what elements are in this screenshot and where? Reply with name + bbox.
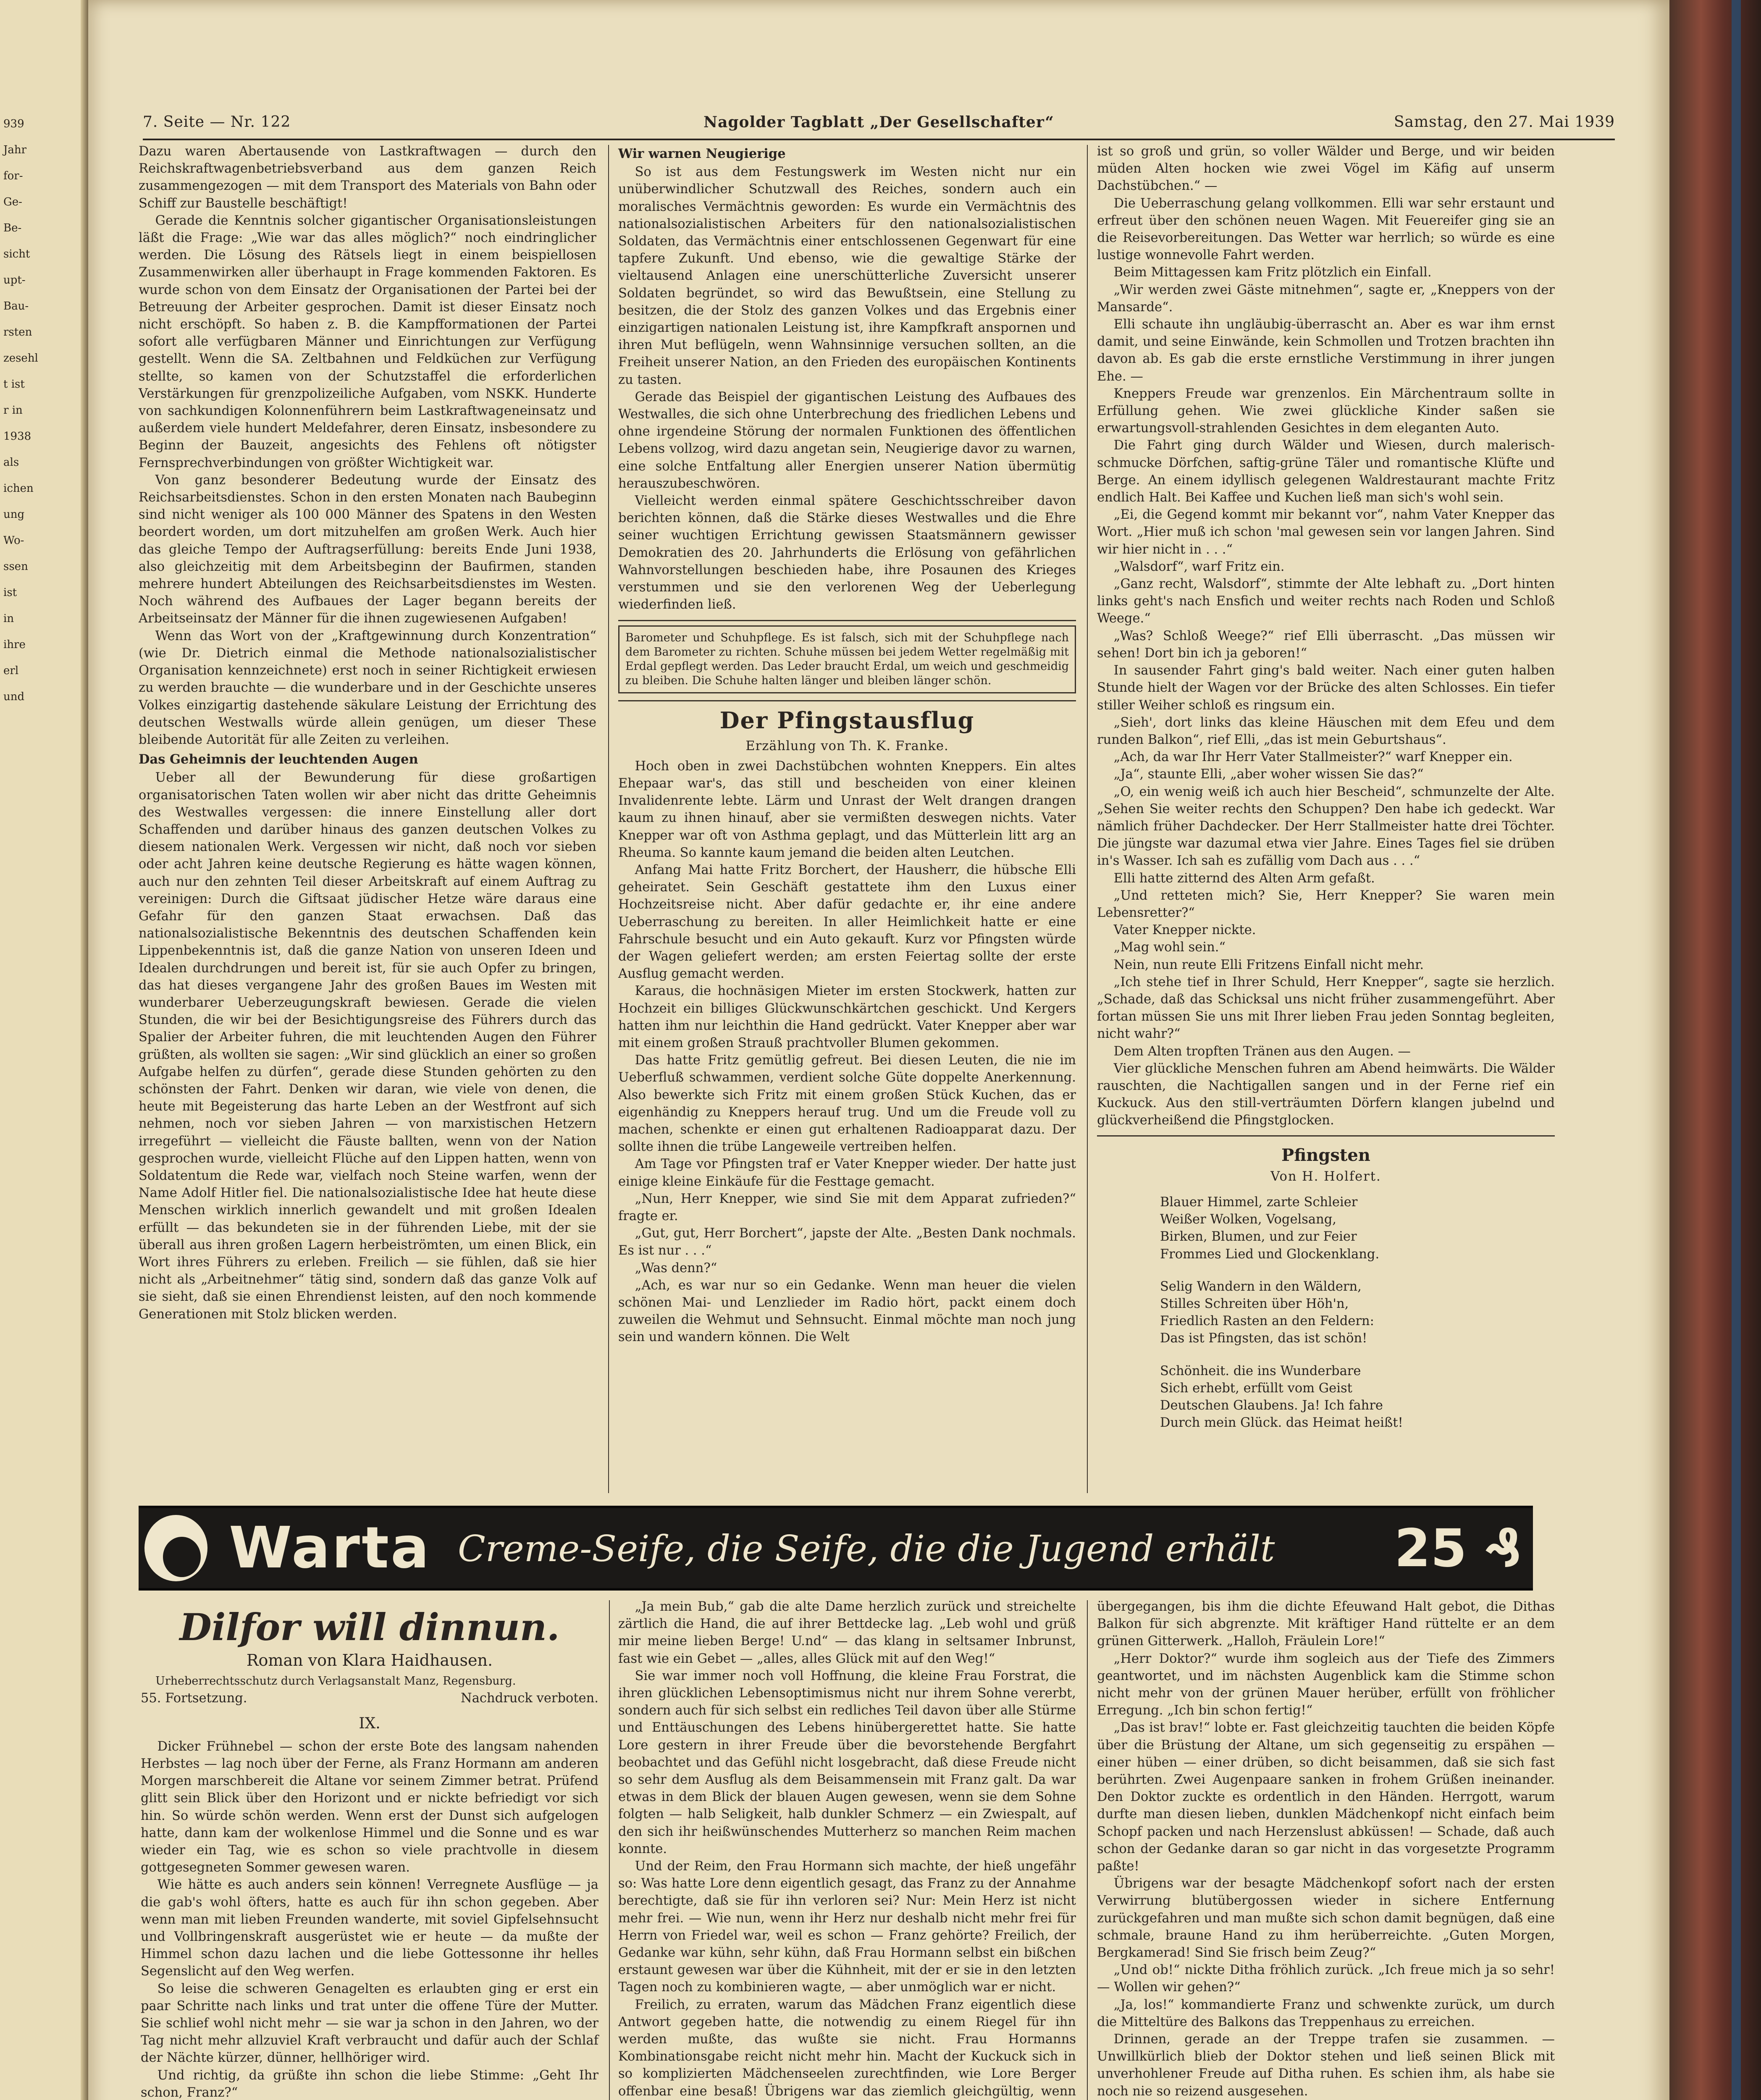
sliver-text: Bau- bbox=[3, 300, 29, 312]
book-cover-right bbox=[1669, 0, 1761, 2100]
divider bbox=[618, 700, 1076, 701]
column-1 bbox=[139, 143, 596, 1323]
sliver-text: Ge- bbox=[3, 196, 22, 208]
novel-column-2 bbox=[618, 1598, 1076, 2100]
poem-line: Selig Wandern in den Wäldern, bbox=[1160, 1279, 1362, 1294]
paragraph: „Wir werden zwei Gäste mitnehmen“, sagte er, „Kneppers von der Mansarde“. bbox=[1097, 282, 1555, 315]
paragraph: „Nun, Herr Knepper, wie sind Sie mit dem Apparat zufrieden?“ fragte er. bbox=[618, 1191, 1076, 1223]
sliver-text: als bbox=[3, 456, 19, 469]
ad-price: 25 ₰ bbox=[1394, 1518, 1521, 1579]
divider bbox=[1097, 1135, 1555, 1137]
woman-portrait-icon bbox=[144, 1515, 207, 1581]
sliver-text: t ist bbox=[3, 378, 25, 391]
paragraph: übergegangen, bis ihm die dichte Efeuwand Halt gebot, die Dithas Balkon für sich abgrenzte. Mit kräftiger Hand rüttelte er an dem grünen Gitterwerk. „Halloh, Fräulein Lore!“ bbox=[1097, 1599, 1555, 1649]
page-number: 7. Seite — Nr. 122 bbox=[143, 113, 291, 131]
paragraph: Vielleicht werden einmal spätere Geschichtsschreiber davon berichten können, daß die Stärke dieses Westwalles und die Ehre seiner wuchtigen Errichtung gewissen Staatsmännern gewisser Demokratien des 20. Jahrhunderts die Erlösung von gefährlichen Wahnvorstellungen beschieden habe, ihre Posaunen des Krieges verstummen und sie den verlorenen Weg der Ueberlegung wiederfinden ließ. bbox=[618, 494, 1076, 612]
paragraph: Sie war immer noch voll Hoffnung, die kleine Frau Forstrat, die ihren glücklichen Lebensoptimismus nicht nur ihrem Sohne vererbt, sondern auch für sich selbst ein redliches Teil davon über alle Stürme und Enttäuschungen des Lebens hinübergerettet hatte. Sie hatte Lore gestern in ihrer Freude über die bevorstehende Bergfahrt beobachtet und das Gefühl nicht losgebracht, daß diese Freude nicht so sehr dem Ausflug als dem Beisammensein mit Franz galt. Da war etwas in dem Blick der blauen Augen gewesen, wenn sie dem Sohne folgten — halb Seligkeit, halb dunkler Schmerz — ein Zwiespalt, auf den sich ihr heißwünschendes Mutterherz so manchen Reim machen konnte. bbox=[618, 1668, 1076, 1856]
paragraph: So ist aus dem Festungswerk im Westen nicht nur ein unüberwindlicher Schutzwall des Reiches, sondern auch ein moralisches Vermächtnis geworden: Es wurde ein Vermächtnis des nationalsozialistischen Arbeiters für den nationalsozialistischen Soldaten, das Vermächtnis einer entschlossenen Gegenwart für eine tapfere Zukunft. Und ebenso, wie die gewaltige Stärke der vieltausend Anlagen eine unerschütterliche Zuversicht unserer Soldaten begründet, so wird das Bewußtsein, eine Stellung zu besitzen, die der Stolz des ganzen Volkes und das Ergebnis einer einzigartigen nationalen Leistung ist, ihre Kampfkraft anspornen und ihren Mut beflügeln, wenn Wahnsinnige versuchen sollten, an die Freiheit unserer Nation, an den Frieden des europäischen Kontinents zu tasten. bbox=[618, 165, 1076, 387]
paragraph: „Ach, es war nur so ein Gedanke. Wenn man heuer die vielen schönen Mai- und Lenzlieder im Radio hört, packt einem doch zuweilen die Wehmut und Sehnsucht. Einmal möchte man noch jung sein und wandern können. Die Welt bbox=[618, 1278, 1076, 1345]
subheading: Das Geheimnis der leuchtenden Augen bbox=[139, 752, 418, 767]
paragraph: „Was? Schloß Weege?“ rief Elli überrascht. „Das müssen wir sehen! Dort bin ich ja geboren!“ bbox=[1097, 628, 1555, 661]
paragraph: „Sieh', dort links das kleine Häuschen mit dem Efeu und dem runden Balkon“, rief Elli, „das ist mein Geburtshaus“. bbox=[1097, 715, 1555, 747]
column-divider bbox=[608, 145, 609, 1493]
poem-title: Pfingsten bbox=[1281, 1145, 1370, 1165]
novel-title: Dilfor will dinnun. bbox=[179, 1605, 560, 1649]
paragraph: Karaus, die hochnäsigen Mieter im ersten Stockwerk, hatten zur Hochzeit ein billiges Glückwunschkärtchen geschickt. Und Kergers hatten ihm nur leichthin die Hand gedrückt. Vater Knepper aber war mit einem großen Strauß prachtvoller Blumen gekommen. bbox=[618, 984, 1076, 1050]
paragraph: „Ich stehe tief in Ihrer Schuld, Herr Knepper“, sagte sie herzlich. „Schade, daß das Schicksal uns nicht früher zusammengeführt. Aber fortan müssen Sie uns mit Ihrer lieben Frau jeden Sonntag begleiten, nicht wahr?“ bbox=[1097, 974, 1555, 1042]
paragraph: ist so groß und grün, so voller Wälder und Berge, und wir beiden müden Alten hocken wie zwei Vögel im Käfig auf unserm Dachstübchen.“ — bbox=[1097, 144, 1555, 194]
poem-line: Frommes Lied und Glockenklang. bbox=[1160, 1247, 1380, 1262]
poem-line: Birken, Blumen, und zur Feier bbox=[1160, 1229, 1357, 1244]
paragraph: Freilich, zu erraten, warum das Mädchen Franz eigentlich diese Antwort gegeben hatte, die notwendig zu einem Riegel für ihn werden mußte, das wußte sie nicht. Frau Hormanns Kombinationsgabe reicht nicht mehr hin. Macht der Kuckuck sich in so komplizierten Mädchenseelen zurechtfinden, wie Lore Berger offenbar eine besaß! Übrigens war das ziemlich gleichgültig, wenn bbox=[618, 1997, 1076, 2099]
paragraph: Nein, nun reute Elli Fritzens Einfall nicht mehr. bbox=[1113, 957, 1424, 972]
sliver-text: rsten bbox=[3, 326, 32, 339]
paragraph: „Ja mein Bub,“ gab die alte Dame herzlich zurück und streichelte zärtlich die Hand, die auf ihrer Bettdecke lag. „Leb wohl und grüß mir meine lieben Berge! U.nd“ — das klang in seltsamer Inbrunst, fast wie ein Gebet — „alles, alles Glück mit auf den Weg!“ bbox=[618, 1599, 1076, 1666]
notice-box bbox=[618, 625, 1076, 693]
column-3 bbox=[1097, 143, 1555, 1446]
paragraph: Und richtig, da grüßte ihn schon die liebe Stimme: „Geht Ihr schon, Franz?“ bbox=[141, 2068, 598, 2100]
paragraph: Kneppers Freude war grenzenlos. Ein Märchentraum sollte in Erfüllung gehen. Wie zwei glückliche Kinder saßen sie erwartungsvoll-strahlenden Gesichtes in dem eleganten Auto. bbox=[1097, 386, 1555, 436]
warta-soap-advertisement bbox=[139, 1506, 1533, 1591]
paragraph: Vier glückliche Menschen fuhren am Abend heimwärts. Die Wälder rauschten, die Nachtigallen sangen und in der Ferne rief ein Kuckuck. Aus den still-verträumten Dörfern klangen jubelnd und glückverheißend die Pfingstglocken. bbox=[1097, 1061, 1555, 1128]
sliver-text: erl bbox=[3, 664, 19, 677]
column-2 bbox=[618, 143, 1076, 1346]
paragraph: Die Ueberraschung gelang vollkommen. Elli war sehr erstaunt und erfreut über den schönen neuen Wagen. Mit Feuereifer ging sie an die Reisevorbereitungen. Das Wetter war herrlich; so würde es eine lustige wonnevolle Fahrt werden. bbox=[1097, 196, 1555, 263]
sliver-text: ung bbox=[3, 508, 25, 521]
paragraph: „Und ob!“ nickte Ditha fröhlich zurück. „Ich freue mich ja so sehr! — Wollen wir gehen?“ bbox=[1097, 1963, 1555, 1995]
sliver-text: ist bbox=[3, 586, 17, 599]
paragraph: „Ach, da war Ihr Herr Vater Stallmeister?“ warf Knepper ein. bbox=[1113, 750, 1513, 765]
poem-line: Durch mein Glück. das Heimat heißt! bbox=[1160, 1415, 1403, 1431]
paragraph: Wenn das Wort von der „Kraftgewinnung durch Konzentration“ (wie Dr. Dietrich einmal die Methode nationalsozialistischer Organisation kennzeichnete) erst noch in seiner Richtigkeit erwiesen zu werden brauchte — die wunderbare und in der Geschichte unseres Volkes einzigartig dastehende säkulare Leistung der Errichtung des deutschen Westwalls würde allein genügen, um dieser These bleibende Autorität für alle Zeiten zu verleihen. bbox=[139, 628, 596, 747]
ad-slogan: Creme-Seife, die Seife, die die Jugend erhält bbox=[458, 1528, 1275, 1570]
paragraph: Und der Reim, den Frau Hormann sich machte, der hieß ungefähr so: Was hatte Lore denn eigentlich gesagt, das Franz zu der Annahme berechtigte, daß sie für ihn verloren sei? Nur: Mein Herz ist nicht mehr frei. — Wie nun, wenn ihr Herz nur deshalb nicht mehr frei für Herrn von Friedel war, weil es schon — Franz gehörte? Freilich, der Gedanke war kühn, sehr kühn, daß Frau Hormann selbst ein bißchen erstaunt gewesen war über die Kühnheit, mit der er sie in den letzten Tagen noch zu kombinieren wagte, — aber unmöglich war er nicht. bbox=[618, 1859, 1076, 1995]
reprint-notice: Nachdruck verboten. bbox=[461, 1691, 598, 1706]
paragraph: „Und retteten mich? Sie, Herr Knepper? Sie waren mein Lebensretter?“ bbox=[1097, 888, 1555, 920]
poem-stanza bbox=[1160, 1278, 1555, 1347]
poem-line: Blauer Himmel, zarte Schleier bbox=[1160, 1194, 1358, 1210]
sliver-text: zesehl bbox=[3, 352, 38, 365]
poem-line: Schönheit. die ins Wunderbare bbox=[1160, 1363, 1361, 1378]
previous-page-sliver bbox=[0, 0, 88, 2100]
novel-column-3 bbox=[1097, 1598, 1555, 2100]
divider bbox=[618, 620, 1076, 621]
poem-line: Stilles Schreiten über Höh'n, bbox=[1160, 1297, 1349, 1311]
sliver-text: Jahr bbox=[3, 144, 27, 156]
paragraph: So leise die schweren Genagelten es erlaubten ging er erst ein paar Schritte nach links und trat unter die offene Türe der Mutter. Sie schlief wohl nicht mehr — sie war ja schon in den Jahren, wo der Tag nicht mehr allzuviel Kraft verbraucht und dafür auch der Schlaf der Nächte kürzer, dünner, hellhöriger wird. bbox=[141, 1981, 598, 2066]
paragraph: Anfang Mai hatte Fritz Borchert, der Hausherr, die hübsche Elli geheiratet. Sein Geschäft gestattete ihm den Luxus einer Hochzeitsreise nicht. Aber dafür gedachte er, ihr eine andere Ueberraschung zu bereiten. In aller Heimlichkeit hatte er eine Fahrschule besucht und ein Auto gekauft. Kurz vor Pfingsten würde der Wagen geliefert werden; am ersten Feiertag sollte der erste Ausflug gemacht werden. bbox=[618, 862, 1076, 982]
poem-line: Weißer Wolken, Vogelsang, bbox=[1160, 1212, 1336, 1227]
sliver-text: for- bbox=[3, 170, 23, 182]
paragraph: Das hatte Fritz gemütlig gefreut. Bei diesen Leuten, die nie im Ueberfluß schwammen, verdient solche Güte doppelte Anerkennung. Also bewerkte sich Fritz mit einem großen Stück Kuchen, das er eigenhändig zu Kneppers herauf trug. Und um die Freude voll zu machen, schenkte er einen gut erhaltenen Radioapparat dazu. Der sollte ihnen die trübe Langeweile vertreiben helfen. bbox=[618, 1053, 1076, 1155]
paragraph: Elli hatte zitternd des Alten Arm gefaßt. bbox=[1113, 871, 1375, 886]
sliver-text: ichen bbox=[3, 482, 34, 495]
poem-line: Das ist Pfingsten, das ist schön! bbox=[1160, 1331, 1367, 1346]
sliver-text: sicht bbox=[3, 248, 30, 260]
paragraph: „Ja“, staunte Elli, „aber woher wissen Sie das?“ bbox=[1113, 767, 1424, 782]
column-divider bbox=[609, 1600, 610, 2100]
poem-line: Deutschen Glaubens. Ja! Ich fahre bbox=[1160, 1398, 1383, 1413]
paragraph: „Herr Doktor?“ wurde ihm sogleich aus der Tiefe des Zimmers geantwortet, und im nächsten Augenblick kam die Stimme schon nicht mehr von der grünen Mauer herüber, erfüllt von fröhlicher Erregung. „Ich bin schon fertig!“ bbox=[1097, 1651, 1555, 1718]
novel-author: Roman von Klara Haidhausen. bbox=[246, 1651, 493, 1670]
poem-stanza bbox=[1160, 1194, 1555, 1263]
paragraph: „Ja, los!“ kommandierte Franz und schwenkte zurück, um durch die Mitteltüre des Balkons das Treppenhaus zu erreichen. bbox=[1097, 1997, 1555, 2029]
paragraph: Dem Alten tropften Tränen aus den Augen. — bbox=[1113, 1044, 1411, 1059]
novel-column-1 bbox=[141, 1598, 598, 2100]
paragraph: „O, ein wenig weiß ich auch hier Bescheid“, schmunzelte der Alte. „Sehen Sie weiter rechts den Schuppen? Den habe ich gedeckt. War nämlich früher Dachdecker. Der Herr Stallmeister hatte drei Töchter. Die jüngste war dazumal etwa vier Jahre. Eines Tages fiel sie drüben in's Wasser. Ich sah es zufällig vom Dach aus . . .“ bbox=[1097, 784, 1555, 869]
paragraph: Hoch oben in zwei Dachstübchen wohnten Kneppers. Ein altes Ehepaar war's, das still und bescheiden von einer kleinen Invalidenrente lebte. Lärm und Unrast der Welt drangen drangen kaum zu ihnen hinauf, aber sie vermißten deswegen nichts. Vater Knepper war oft von Asthma geplagt, und das Mütterlein litt arg an Rheuma. So kannte kaum jemand die beiden alten Leutchen. bbox=[618, 759, 1076, 860]
ad-brand: Warta bbox=[229, 1515, 431, 1581]
paragraph: Ueber all der Bewunderung für diese großartigen organisatorischen Taten wollen wir aber nicht das dritte Geheimnis des Westwalles vergessen: die innere Einstellung aller dort Schaffenden und darüber hinaus des ganzen deutschen Volkes zu diesem nationalen Werk. Vergessen wir nicht, daß noch vor sieben oder acht Jahren keine deutsche Regierung es hätte wagen können, auch nur den zehnten Teil dieser Arbeitskraft auf einem Auftrag zu vereinigen: Durch die Giftsaat jüdischer Hetze wäre daraus eine Gefahr für den ganzen Staat erwachsen. Daß das nationalsozialistische Bekenntnis des deutschen Schaffenden kein Lippenbekenntnis ist, daß die ganze Nation von unseren Ideen und Idealen durchdrungen und bereit ist, für sie auch Opfer zu bringen, das hat dieses vergangene Jahr des großen Baues im Westen mit wunderbarer Ueberzeugungskraft bewiesen. Gerade die vielen Stunden, die wir bei der Besichtigungsreise des Führers durch das Spalier der Arbeiter fuhren, die mit leuchtenden Augen den Führer grüßten, als wollten sie sagen: „Wir sind glücklich an einer so großen Aufgabe helfen zu dürfen“, gerade diese Stunden gehörten zu den schönsten der Fahrt. Denken wir daran, wie viele von denen, die heute mit Begeisterung das harte Leben an der Westfront auf sich nehmen, noch vor sieben Jahren — von marxistischen Hetzern irregeführt — vielleicht die Fäuste ballten, wenn von der Nation gesprochen wurde, vielleicht Flüche auf den Lippen hatten, wenn von Soldatentum die Rede war, vielfach noch Steine warfen, wenn der Name Adolf Hitler fiel. Die nationalsozialistische Idee hat heute diese Menschen wirklich innerlich gewandelt und mit großen Idealen erfüllt — das bekundeten sie in der führenden Liebe, mit der sie überall aus ihren großen Lagern herbeiströmten, um einen Blick, ein Wort ihres Führers zu erleben. Freilich — sie fühlen, daß sie hier nicht als „Arbeitnehmer“ tätig sind, sondern daß das ganze Volk auf sie sieht, daß sie einen Ehrendienst leisten, auf den noch kommende Generationen mit Stolz blicken werden. bbox=[139, 770, 596, 1322]
paragraph: „Ganz recht, Walsdorf“, stimmte der Alte lebhaft zu. „Dort hinten links geht's nach Ensfich und weiter rechts nach Roden und Schloß Weege.“ bbox=[1097, 577, 1555, 626]
sliver-text: ihre bbox=[3, 638, 26, 651]
paragraph: Drinnen, gerade an der Treppe trafen sie zusammen. — Unwillkürlich blieb der Doktor stehen und ließ seinen Blick mit unverhohlener Freude auf Ditha ruhen. Es schien ihm, als habe sie noch nie so reizend ausgesehen. bbox=[1097, 2032, 1555, 2099]
installment-row bbox=[141, 1690, 598, 1707]
paragraph: „Das ist brav!“ lobte er. Fast gleichzeitig tauchten die beiden Köpfe über die Brüstung der Altane, um sich gegenseitig zu erspähen — einer hüben — einer drüben, so dicht beisammen, daß sie sich fast berührten. Zwei Augenpaare sanken in frohem Grüßen ineinander. Den Doktor zuckte es ordentlich in den Händen. Herrgott, warum durfte man diesen lieben, dunklen Mädchenkopf nicht einfach beim Schopf packen und nach Herzenslust abküssen! — Schade, daß auch schon der Gedanke daran so gar nicht in das vorgesetzte Programm paßte! bbox=[1097, 1720, 1555, 1874]
paragraph: Übrigens war der besagte Mädchenkopf sofort nach der ersten Verwirrung blutübergossen wieder in sichere Entfernung zurückgefahren und man mußte sich schon damit begnügen, daß eine schmale, braune Hand zu ihm herüberreichte. „Guten Morgen, Bergkamerad! Sind Sie frisch beim Zeug?“ bbox=[1097, 1876, 1555, 1961]
page-header bbox=[143, 113, 1615, 140]
paragraph: In sausender Fahrt ging's bald weiter. Nach einer guten halben Stunde hielt der Wagen vor der Brücke des alten Schlosses. Ein tiefer stiller Weiher schloß es ringsum ein. bbox=[1097, 663, 1555, 713]
newspaper-page bbox=[88, 0, 1669, 2100]
sliver-text: Wo- bbox=[3, 534, 24, 547]
paragraph: Gerade die Kenntnis solcher gigantischer Organisationsleistungen läßt die Frage: „Wie war das alles möglich?“ noch eindringlicher werden. Die Lösung des Rätsels liegt in einem beispiellosen Zusammenwirken aller überhaupt in Frage kommenden Faktoren. Es wurde schon von dem Einsatz der Organisationen der Partei bei der Betreuung der Arbeiter gesprochen. Damit ist dieser Einsatz noch nicht erschöpft. So haben z. B. die Kampfformationen der Partei sofort alle verfügbaren Männer und Einrichtungen zur Verfügung gestellt. Wenn die SA. Zeltbahnen und Feldküchen zur Verfügung stellte, so kamen von der Schutzstaffel die erforderlichen Verstärkungen für grenzpolizeiliche Aufgaben, vom NSKK. Hunderte von sachkundigen Kolonnenführern beim Lastkraftwageneinsatz und außerdem viele hundert Meldefahrer, deren Einsatz, insbesondere zu Beginn der Bauzeit, angesichts des Fehlens oft nötigster Fernsprechverbindungen von größter Wichtigkeit war. bbox=[139, 213, 596, 470]
bookmark-ribbon bbox=[1732, 0, 1741, 2100]
story-title: Der Pfingstausflug bbox=[719, 707, 975, 734]
paragraph: Beim Mittagessen kam Fritz plötzlich ein Einfall. bbox=[1113, 265, 1432, 280]
sliver-text: und bbox=[3, 690, 25, 703]
sliver-text: 939 bbox=[3, 118, 24, 130]
sliver-text: 1938 bbox=[3, 430, 31, 443]
sliver-text: in bbox=[3, 612, 14, 625]
chapter-number: IX. bbox=[359, 1714, 381, 1732]
subheading: Wir warnen Neugierige bbox=[618, 146, 786, 161]
poem-line: Sich erhebt, erfüllt vom Geist bbox=[1160, 1381, 1352, 1396]
paragraph: „Was denn?“ bbox=[635, 1260, 717, 1276]
story-author: Erzählung von Th. K. Franke. bbox=[745, 739, 949, 754]
sliver-text: ssen bbox=[3, 560, 28, 573]
paragraph: Am Tage vor Pfingsten traf er Vater Knepper wieder. Der hatte just einige kleine Einkäufe für die Festtage gemacht. bbox=[618, 1157, 1076, 1189]
paragraph: „Mag wohl sein.“ bbox=[1113, 940, 1226, 955]
column-divider bbox=[1087, 1600, 1088, 2100]
page-date: Samstag, den 27. Mai 1939 bbox=[1394, 113, 1615, 131]
paragraph: Vater Knepper nickte. bbox=[1113, 923, 1256, 938]
portrait-face bbox=[163, 1537, 201, 1577]
paragraph: „Ei, die Gegend kommt mir bekannt vor“, nahm Vater Knepper das Wort. „Hier muß ich schon 'mal gewesen sein vor langen Jahren. Sind wir hier nicht in . . .“ bbox=[1097, 507, 1555, 557]
paragraph: Gerade das Beispiel der gigantischen Leistung des Aufbaues des Westwalles, die sich ohne Unterbrechung des friedlichen Lebens und ohne irgendeine Störung der normalen Funktionen des öffentlichen Lebens vollzog, wird dazu angetan sein, Neugierige davor zu warnen, eine solche Entfaltung aller Energien unserer Nation übermütig herauszubeschwören. bbox=[618, 389, 1076, 491]
paragraph: Die Fahrt ging durch Wälder und Wiesen, durch malerisch-schmucke Dörfchen, saftig-grüne Täler und romantische Klüfte und Berge. An einem idyllisch gelegenen Waldrestaurant machte Fritz endlich Halt. Bei Kaffee und Kuchen ließ man sich's wohl sein. bbox=[1097, 438, 1555, 505]
poem-stanza bbox=[1160, 1362, 1555, 1432]
paragraph: Von ganz besonderer Bedeutung wurde der Einsatz des Reichsarbeitsdienstes. Schon in den ersten Monaten nach Baubeginn sind nicht weniger als 100 000 Männer des Spatens in den Westen beordert worden, um dort mitzuhelfen am großen Werk. Auch hier das gleiche Tempo der Auftragserfüllung: bereits Ende Juni 1938, also gleichzeitig mit dem Arbeitsbeginn der Baufirmen, standen mehrere hundert Abteilungen des Reichsarbeitsdienstes im Westen. Noch während des Aufbaues der Lager begann bereits der Arbeitseinsatz der Männer für die ihnen zugewiesenen Aufgaben! bbox=[139, 472, 596, 626]
sliver-text: upt- bbox=[3, 274, 26, 286]
paragraph: „Walsdorf“, warf Fritz ein. bbox=[1113, 559, 1285, 574]
poem-author: Von H. Holfert. bbox=[1270, 1169, 1381, 1184]
masthead: Nagolder Tagblatt „Der Gesellschafter“ bbox=[703, 113, 1054, 131]
paragraph: Dazu waren Abertausende von Lastkraftwagen — durch den Reichskraftwagenbetriebsverband aus dem ganzen Reich zusammengezogen — mit dem Transport des Materials von Bahn oder Schiff zur Baustelle beschäftigt! bbox=[139, 144, 596, 211]
installment-number: 55. Fortsetzung. bbox=[141, 1691, 247, 1706]
poem-line: Friedlich Rasten an den Feldern: bbox=[1160, 1314, 1374, 1329]
paragraph: „Gut, gut, Herr Borchert“, japste der Alte. „Besten Dank nochmals. Es ist nur . . .“ bbox=[618, 1226, 1076, 1258]
column-divider bbox=[1087, 145, 1088, 1493]
paragraph: Elli schaute ihn ungläubig-überrascht an. Aber es war ihm ernst damit, und seine Einwände, kein Schmollen und Trotzen brachten ihn davon ab. Es gab die erste ernstliche Verstimmung in ihrer jungen Ehe. — bbox=[1097, 317, 1555, 384]
paragraph: Wie hätte es auch anders sein können! Verregnete Ausflüge — ja die gab's wohl öfters, hatte es auch für ihn schon gegeben. Aber wenn man mit lieben Freunden wanderte, mit soviel Gipfelsehnsucht und Vollbringenskraft ausgerüstet wie er heute — da mußte der Himmel schon dazu lachen und die liebe Gottessonne ihr helles Segenslicht auf den Weg werfen. bbox=[141, 1877, 598, 1979]
paragraph: Dicker Frühnebel — schon der erste Bote des langsam nahenden Herbstes — lag noch über der Ferne, als Franz Hormann am anderen Morgen marschbereit die Altane vor seinem Zimmer betrat. Prüfend glitt sein Blick über den Horizont und er nickte befriedigt vor sich hin. So würde schön werden. Wenn erst der Dunst sich aufgelogen hatte, dann kam der wolkenlose Himmel und die Sonne und es war wieder ein Tag, wie es schon so viele prachtvolle in diesem gottgesegneten Sommer gewesen waren. bbox=[141, 1739, 598, 1875]
notice-text: Barometer und Schuhpflege. Es ist falsch, sich mit der Schuhpflege nach dem Barometer zu richten. Schuhe müssen bei jedem Wetter regelmäßig mit Erdal gepflegt werden. Das Leder braucht Erdal, um weich und geschmeidig zu bleiben. Die Schuhe halten länger und bleiben länger schön. bbox=[625, 631, 1069, 688]
sliver-text: r in bbox=[3, 404, 23, 417]
copyright-line: Urheberrechtsschutz durch Verlagsanstalt Manz, Regensburg. bbox=[155, 1675, 516, 1688]
sliver-text: Be- bbox=[3, 222, 22, 234]
